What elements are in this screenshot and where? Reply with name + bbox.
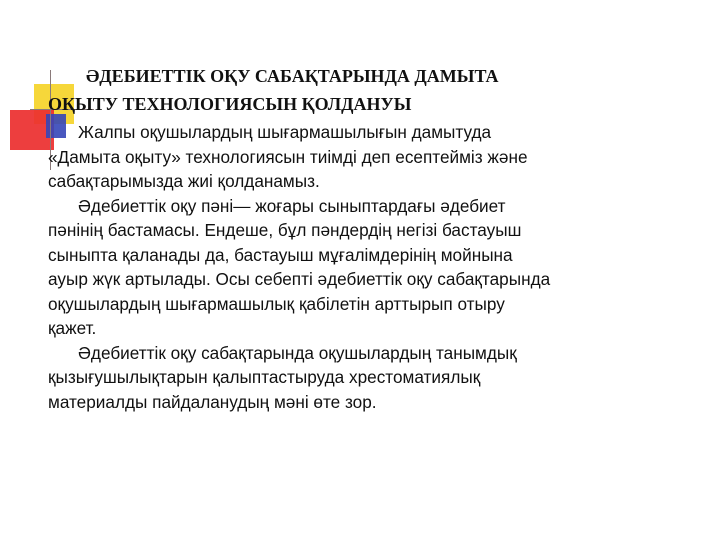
- title-line-2: ОҚЫТУ ТЕХНОЛОГИЯСЫН ҚОЛДАНУЫ: [48, 94, 412, 114]
- paragraph-line: ауыр жүк артылады. Осы себепті әдебиеттік оқу сабақтарында: [48, 269, 551, 289]
- paragraph-3: [48, 341, 698, 415]
- paragraph-line: пәнінің бастамасы. Ендеше, бұл пәндердің негізі бастауыш: [48, 220, 522, 240]
- paragraph-line: «Дамыта оқыту» технологиясын тиімді деп есептейміз және: [48, 146, 528, 167]
- paragraph-line: Жалпы оқушылардың шығармашылығын дамытуда: [78, 122, 492, 142]
- slide-body: [48, 120, 698, 414]
- paragraph-1: [48, 120, 698, 194]
- paragraph-line: Әдебиеттік оқу пәні— жоғары сыныптардағы әдебиет: [78, 195, 506, 216]
- paragraph-2: [48, 194, 698, 341]
- paragraph-line: оқушылардың шығармашылық қабілетін арттырып отыру: [48, 293, 505, 314]
- paragraph-line: материалды пайдаланудың мәні өте зор.: [48, 391, 377, 412]
- paragraph-line: сабақтарымызда жиі қолданамыз.: [48, 171, 320, 191]
- paragraph-line: сыныпта қаланады да, бастауыш мұғалімдерінің мойнына: [48, 244, 513, 265]
- paragraph-line: қажет.: [48, 318, 97, 338]
- slide-title: [48, 62, 688, 118]
- paragraph-line: Әдебиеттік оқу сабақтарында оқушылардың танымдық: [78, 342, 517, 363]
- title-line-1: ӘДЕБИЕТТІК ОҚУ САБАҚТАРЫНДА ДАМЫТА: [86, 66, 499, 86]
- paragraph-line: қызығушылықтарын қалыптастыруда хрестоматиялық: [48, 367, 481, 387]
